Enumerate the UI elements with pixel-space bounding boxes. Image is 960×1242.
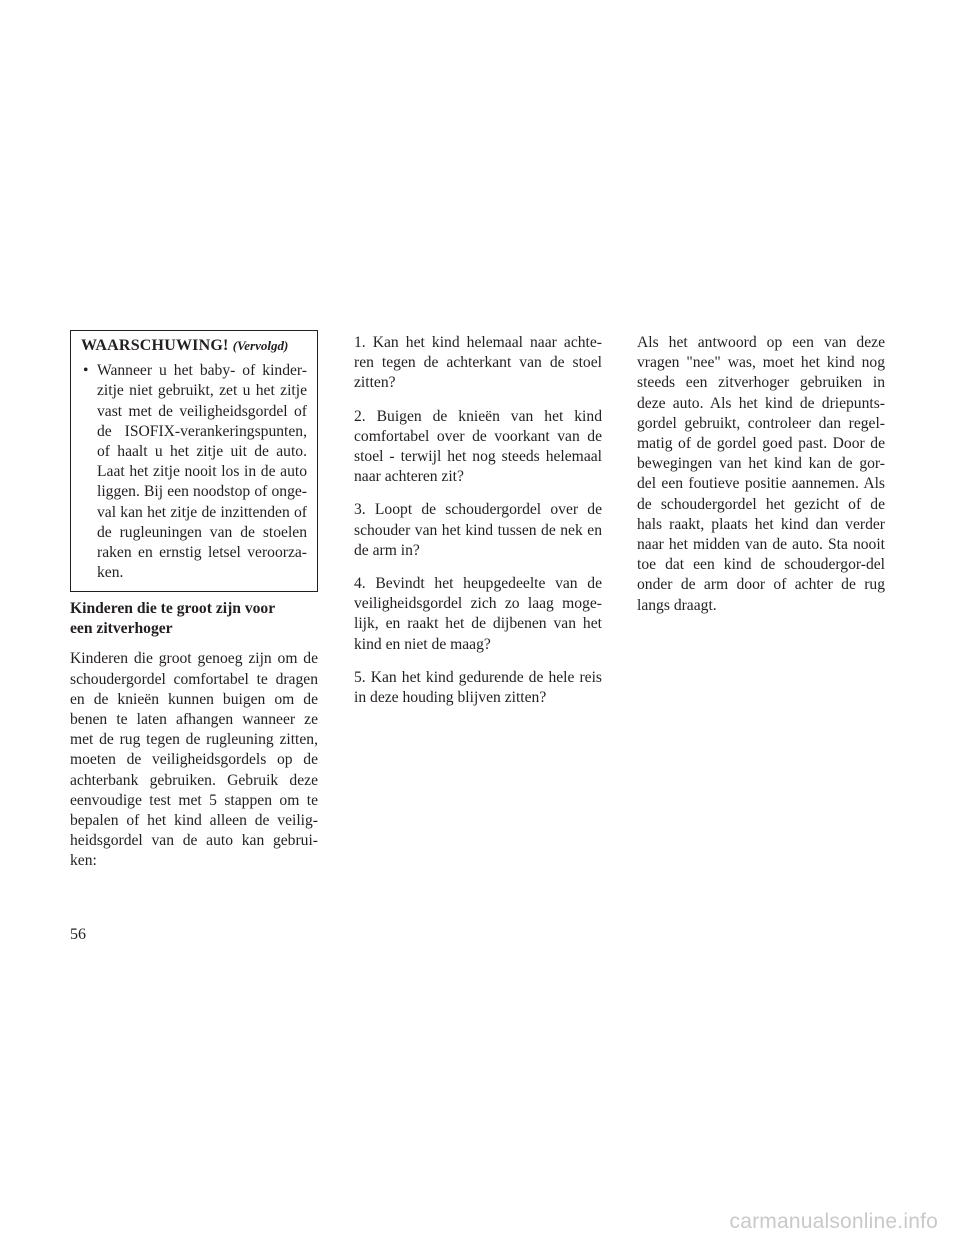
- warning-bullet-text: Wanneer u het baby- of kinder-zitje niet gebruikt, zet u het zitje vast met de veiligheidsgordel of de ISOFIX-verankeringspunten, of haalt u het zitje uit de auto. Laat het zitje nooit los in de auto liggen. Bij een noodstop of onge-val kan het zitje de inzittenden of de rugleuningen van de stoelen raken en ernstig letsel veroorza-ken.: [97, 362, 307, 582]
- step-item-2: 2. Buigen de knieën van het kind comfortabel over de voorkant van de stoel - terwijl het nog steeds helemaal naar achteren zit?: [354, 407, 602, 486]
- page-number: 56: [70, 926, 86, 943]
- step-item-1: 1. Kan het kind helemaal naar achte-ren tegen de achterkant van de stoel zitten?: [354, 334, 602, 392]
- warning-title-text: WAARSCHUWING!: [81, 337, 229, 354]
- warning-continued: (Vervolgd): [232, 338, 289, 353]
- warning-bullet-item: [81, 361, 307, 583]
- section-heading-line1: Kinderen die te groot zijn voor: [70, 600, 276, 618]
- column-right: [637, 333, 885, 629]
- section-intro: Kinderen die groot genoeg zijn om de schoudergordel comfortabel te dragen en de knieën kunnen buigen om de benen te laten afhangen wanneer ze met de rug tegen de rugleuning zitten, moeten de veiligheidsgordels op de achterbank gebruiken. Gebruik deze eenvoudige test met 5 stappen om te bepalen of het kind alleen de veilig-heidsgordel van de auto kan gebrui-ken:: [70, 650, 318, 870]
- bullet-icon: •: [83, 362, 89, 380]
- step-item-4: 4. Bevindt het heupgedeelte van de veiligheidsgordel zich zo laag moge-lijk, en raakt het de dijbenen van het kind en niet de maag?: [354, 575, 602, 653]
- watermark: carmanualsonline.info: [729, 1210, 938, 1233]
- warning-title: [81, 336, 307, 356]
- section-heading: [70, 599, 318, 639]
- column-left: [70, 330, 318, 885]
- conclusion-paragraph: Als het antwoord op een van deze vragen "nee" was, moet het kind nog steeds een zitverhoger gebruiken in deze auto. Als het kind de driepunts-gordel gebruikt, controleer dan regel-matig of de gordel goed past. Door de bewegingen van het kind kan de gor-del een foutieve positie aannemen. Als de schoudergordel het gezicht of de hals raakt, plaats het kind dan verder naar het midden van de auto. Sta nooit toe dat een kind de schoudergor-del onder de arm door of achter de rug langs draagt.: [637, 334, 885, 614]
- step-item-5: 5. Kan het kind gedurende de hele reis in deze houding blijven zitten?: [354, 668, 602, 707]
- section-heading-line2: een zitverhoger: [70, 620, 173, 638]
- column-middle: [354, 333, 602, 721]
- warning-box: [70, 330, 318, 592]
- step-item-3: 3. Loopt de schoudergordel over de schouder van het kind tussen de nek en de arm in?: [354, 501, 602, 559]
